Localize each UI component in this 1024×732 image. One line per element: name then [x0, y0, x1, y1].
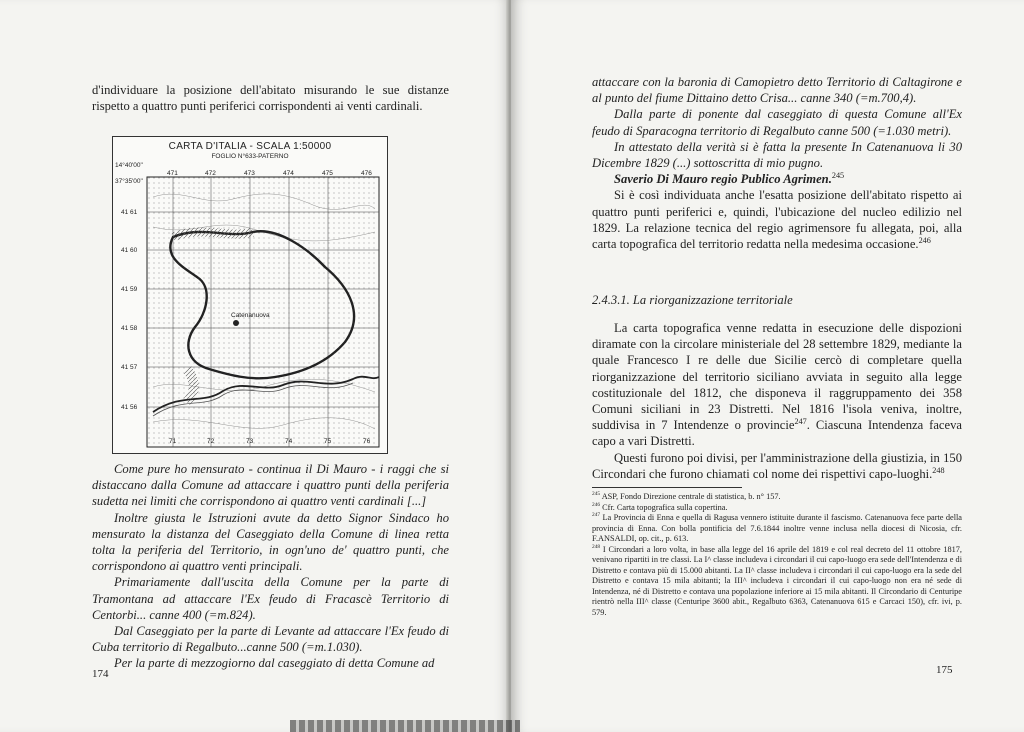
top-tick-labels [167, 170, 372, 177]
topographic-map [112, 136, 388, 454]
footnote-text: ASP, Fondo Direzione centrale di statistica, b. n° 157. [601, 492, 781, 501]
footnote [592, 545, 962, 619]
quote-continuation: attaccare con la baronia di Camopietro detto Territorio di Caltagirone e al punto del fiume Dittaino detto Crisa... canne 340 (=m.700,4). [592, 75, 962, 106]
footnote-ref: 247 [794, 417, 807, 427]
quote-paragraph: Dal Caseggiato per la parte di Levante ad attaccare l'Ex feudo di Cuba territorio di Regalbuto...canne 500 (=m.1.030). [92, 624, 449, 655]
bottom-tick: 73 [246, 438, 254, 445]
top-tick: 476 [361, 170, 372, 177]
latitude-label: 37°35'00" [115, 178, 143, 185]
section-heading: 2.4.3.1. La riorganizzazione territoriale [592, 293, 793, 307]
footnote-number: 246 [592, 501, 601, 508]
signature-line [592, 171, 962, 187]
map-subtitle: FOGLIO N°633-PATERNO [211, 153, 289, 160]
body-paragraph [592, 187, 962, 252]
footnote [592, 513, 962, 545]
footnotes [592, 492, 962, 618]
top-tick: 471 [167, 170, 178, 177]
side-tick-labels [121, 209, 138, 411]
signature: Saverio Di Mauro regio Publico Agrimen. [614, 172, 832, 187]
side-tick: 41 59 [121, 286, 138, 293]
map-title: CARTA D'ITALIA - SCALA 1:50000 [168, 141, 332, 152]
body-text: . Ciascuna Intendenza faceva capo a vari Distretti. [592, 418, 962, 449]
quote-paragraph: Inoltre giusta le Istruzioni avute da detto Signor Sindaco ho mensurato la distanza del Caseggiato della Comune di linea retta tolta la periferia del Territorio, in ogn'uno de' quattro punti, che corrispondono ai quattro venti principali. [92, 510, 449, 574]
quote-paragraph: In attestato della verità si è fatta la presente In Catenanuova li 30 Dicembre 1829 (...) sottoscritta di mio pugno. [592, 139, 962, 171]
footnote-text: I Circondari a loro volta, in base alla legge del 16 aprile del 1819 e col real decreto del 11 ottobre 1817, venivano ripartiti in tre classi. La I^ classe includeva i circondari il cui capo-luogo era sede dell'Intendenza e di Distretto e contava più di 15.000 abitanti. La II^ classe includeva i circondari il cui capo-luogo era la sede del Distretto e contava 15 mila abitanti; la III^ includeva i circondari il cui capo-luogo non era né sede di Intendenza, né di Distretto e contava una popolazione inferiore ai 15 mila abitanti. Il Circondario di Centuripe rientrò nella III^ classe (Centuripe 3600 abit., Regalbuto 6363, Catenanuova 615 e Carcaci 150), cfr. ivi, p. 579. [592, 544, 962, 617]
quote-paragraph: Come pure ho mensurato - continua il Di Mauro - i raggi che si distaccano dalla Comune ad attaccare i quattro punti della periferia sudetta nei limiti che corrispondono ai quattro venti cardinali [...] [92, 462, 449, 509]
bottom-tick: 71 [169, 438, 177, 445]
quote-paragraph: Dalla parte di ponente dal caseggiato di questa Comune all'Ex feudo di Sparacogna territorio di Regalbuto canne 500 (=1.030 metri). [592, 107, 962, 138]
footnote-ref: 246 [918, 235, 931, 245]
intro-paragraph: d'individuare la posizione dell'abitato misurando le sue distanze rispetto a quattro punti periferici corrispondenti ai venti cardinali. [92, 83, 449, 114]
footnote-number: 247 [592, 512, 601, 519]
bottom-tick: 72 [207, 438, 215, 445]
right-text-top [592, 74, 962, 252]
right-text-bottom [592, 320, 962, 482]
side-tick: 41 61 [121, 209, 138, 216]
right-page [511, 0, 1024, 732]
footnote-rule [592, 487, 742, 488]
top-tick: 473 [244, 170, 255, 177]
quote-paragraph: Primariamente dall'uscita della Comune per la parte di Tramontana ad attaccare l'Ex feudo di Fracascè Territorio di Centorbi... canne 400 (=m.824). [92, 575, 449, 622]
quote-paragraph: Per la parte di mezzogiorno dal caseggiato di detta Comune ad [114, 656, 435, 671]
page-number-right: 175 [936, 664, 953, 676]
bottom-tick: 75 [324, 438, 332, 445]
body-text: La carta topografica venne redatta in esecuzione delle dispozioni diramate con la circolare ministeriale del 28 settembre 1829, mediante la quale Francesco I re delle due Sicilie cercò di completare quella riorganizzazione del territorio siciliano avviata in seguito alla legge costituzionale del 1812, che disponeva il raggruppamento dei 358 Comuni siciliani in 23 Distretti. Nel 1816 l'isola veniva, inoltre, suddivisa in 7 Intendenze o provincie [592, 321, 962, 433]
body-paragraph [592, 320, 962, 450]
side-tick: 41 58 [121, 325, 138, 332]
longitude-label: 14°40'00" [115, 162, 143, 169]
bottom-tick: 76 [363, 438, 371, 445]
footnote-text: Cfr. Carta topografica sulla copertina. [602, 502, 728, 512]
footnote-ref: 245 [831, 171, 845, 181]
left-page [0, 0, 509, 732]
body-text: Questi furono poi divisi, per l'amministrazione della giustizia, in 150 Circondari che furono chiamati col nome dei rispettivi capo-luoghi. [592, 450, 962, 481]
quote-block [92, 461, 449, 672]
footnote-number: 245 [592, 491, 601, 498]
side-tick: 41 57 [121, 364, 138, 371]
page-number-left: 174 [92, 668, 109, 680]
footnote [592, 492, 962, 503]
side-tick: 41 60 [121, 247, 138, 254]
footnote-text: La Provincia di Enna e quella di Ragusa vennero istituite durante il fascismo. Catenanuova fece parte della provincia di Enna. Con bolla pontificia del 7.6.1844 inoltre venne inclusa nella diocesi di Nicosia, cfr. F.ANSALDI, op. cit., p. 613. [592, 513, 962, 543]
body-paragraph [592, 450, 962, 482]
footnote-ref: 248 [932, 465, 945, 475]
body-text: Si è così individuata anche l'esatta posizione dell'abitato rispetto ai quattro punti periferici e, quindi, l'ubicazione del nucleo edilizio nel 1829. La relazione tecnica del regio agrimensore fu allegata, poi, alla carta topografica del territorio redatta nella medesima occasione. [592, 188, 962, 252]
footnote [592, 503, 962, 514]
bottom-tick: 74 [285, 438, 293, 445]
town-label: Catenanuova [231, 312, 270, 319]
side-tick: 41 56 [121, 404, 138, 411]
map-graphic [113, 137, 387, 453]
scan-edge-strip [290, 720, 520, 732]
top-tick: 475 [322, 170, 333, 177]
top-tick: 472 [205, 170, 216, 177]
footnote-number: 248 [592, 543, 601, 550]
top-tick: 474 [283, 170, 294, 177]
